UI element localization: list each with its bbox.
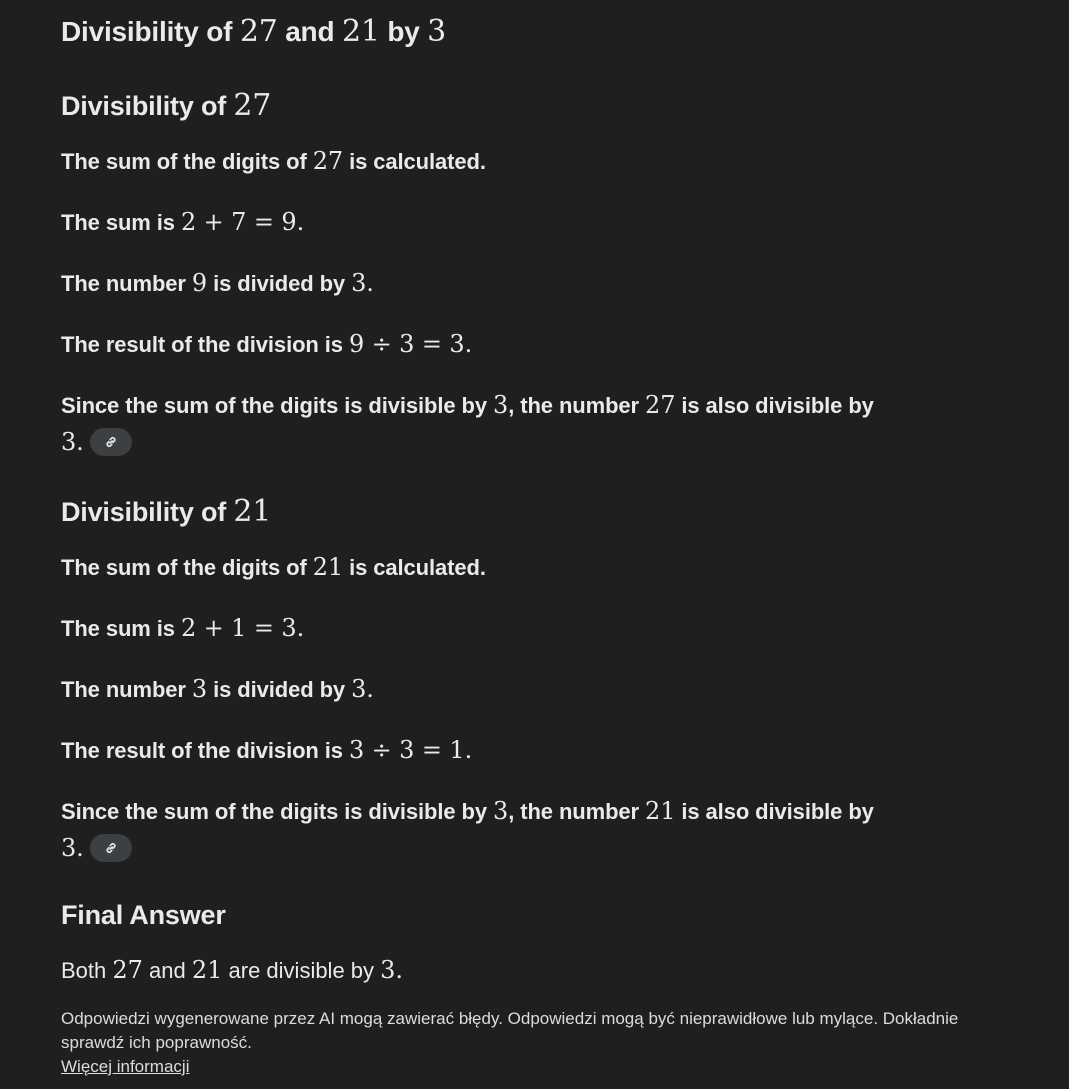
step-text: The sum of the digits of [61,149,313,174]
step-text: is also divisible by [675,799,874,824]
more-info-link[interactable]: Więcej informacji [61,1057,190,1076]
step-math: 2 + 1 = 3. [180,614,305,642]
step-number: 21 [645,797,676,825]
title-text-and: and [277,16,342,47]
final-text: are divisible by [222,958,381,983]
final-number: 21 [191,956,223,984]
title-number-2: 21 [341,14,380,49]
step-text: is divided by [207,271,352,296]
final-answer-heading: Final Answer [61,900,226,930]
step-math: 3 ÷ 3 = 1. [348,736,473,764]
final-number: 3. [380,956,404,984]
page-title [61,14,446,49]
source-link-chip[interactable] [90,834,132,862]
source-link-chip[interactable] [90,428,132,456]
step-math: 9 ÷ 3 = 3. [348,330,473,358]
step-number: 27 [312,147,344,175]
final-number: 27 [112,956,143,984]
step-result-21 [61,732,472,769]
final-text: Both [61,958,113,983]
step-number: 27 [645,391,676,419]
step-number: 3. [61,834,84,862]
step-text: Since the sum of the digits is divisible by [61,393,494,418]
step-number: 3. [61,428,84,456]
step-conclusion-21-end [61,830,132,867]
step-text: The number [61,677,192,702]
step-number: 3. [351,269,374,297]
step-number: 3 [493,797,509,825]
link-icon [104,435,118,449]
section-heading-27 [61,88,271,123]
title-divisor: 3 [427,14,447,49]
step-conclusion-21 [61,793,874,830]
step-text: Since the sum of the digits is divisible by [61,799,494,824]
heading-number: 21 [233,494,272,529]
step-text: is calculated. [343,149,486,174]
step-text: The sum of the digits of [61,555,313,580]
step-text: is also divisible by [675,393,874,418]
ai-disclaimer [61,1007,961,1079]
step-text: The result of the division is [61,332,349,357]
title-number-1: 27 [239,14,278,49]
heading-number: 27 [233,88,272,123]
step-divide-21 [61,671,374,708]
step-divide-27 [61,265,374,302]
step-text: is divided by [207,677,352,702]
section-heading-21 [61,494,271,529]
step-conclusion-27 [61,387,874,424]
final-text: and [142,958,192,983]
disclaimer-text: Odpowiedzi wygenerowane przez AI mogą zawierać błędy. Odpowiedzi mogą być nieprawidłowe lub mylące. Dokładnie sprawdź ich poprawność. [61,1009,959,1052]
step-text: , the number [508,393,646,418]
step-number: 3. [351,675,374,703]
link-icon [104,841,118,855]
step-number: 3 [493,391,509,419]
step-sum-21 [61,610,304,647]
title-text-by: by [379,16,428,47]
step-text: The sum is [61,616,181,641]
step-number: 21 [312,553,344,581]
step-text: The result of the division is [61,738,349,763]
step-text: is calculated. [343,555,486,580]
step-sum-digits-21 [61,549,486,586]
step-text: The number [61,271,192,296]
step-result-27 [61,326,472,363]
step-sum-27 [61,204,304,241]
final-answer-text [61,956,403,984]
step-sum-digits-27 [61,143,486,180]
title-text: Divisibility of [61,16,240,47]
heading-text: Divisibility of [61,91,234,121]
step-number: 3 [191,675,208,703]
step-text: The sum is [61,210,181,235]
step-number: 9 [191,269,208,297]
heading-text: Divisibility of [61,497,234,527]
step-text: , the number [508,799,646,824]
step-conclusion-27-end [61,424,132,461]
step-math: 2 + 7 = 9. [180,208,305,236]
